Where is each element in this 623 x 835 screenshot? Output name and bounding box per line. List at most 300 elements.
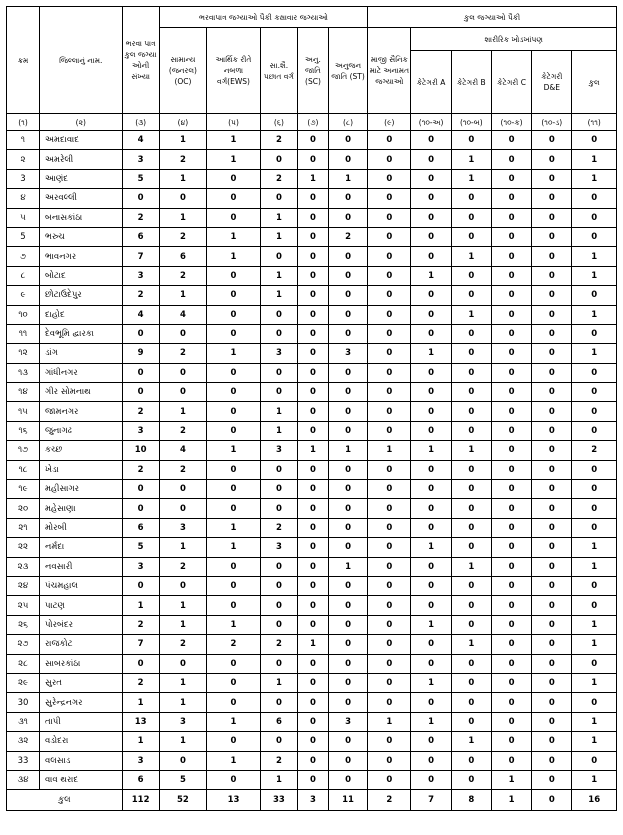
value-cell: 0 — [451, 189, 491, 208]
value-cell: 1 — [260, 421, 297, 440]
value-cell: 1 — [572, 247, 617, 266]
value-cell: 0 — [411, 131, 451, 150]
value-cell: 1 — [260, 402, 297, 421]
value-cell: 0 — [207, 654, 261, 673]
value-cell: 0 — [532, 247, 572, 266]
table-row — [7, 557, 617, 576]
value-cell: 0 — [122, 363, 159, 382]
value-cell: 0 — [451, 654, 491, 673]
value-cell: 3 — [122, 421, 159, 440]
value-cell: 0 — [532, 751, 572, 770]
value-cell: 0 — [572, 576, 617, 595]
value-cell: 1 — [297, 441, 328, 460]
serial-cell: ૨ — [7, 150, 40, 169]
table-row — [7, 150, 617, 169]
value-cell: 0 — [491, 344, 531, 363]
value-cell: 0 — [159, 499, 206, 518]
value-cell: 0 — [207, 673, 261, 692]
value-cell: 0 — [451, 693, 491, 712]
value-cell: 0 — [572, 693, 617, 712]
value-cell: 0 — [368, 169, 411, 188]
value-cell: 0 — [451, 576, 491, 595]
value-cell: 0 — [451, 286, 491, 305]
value-cell: 0 — [297, 131, 328, 150]
total-cell: 7 — [411, 790, 451, 811]
serial-cell: ૩૪ — [7, 770, 40, 789]
value-cell: 0 — [532, 169, 572, 188]
value-cell: 0 — [491, 441, 531, 460]
district-cell: છોટાઉદેપુર — [40, 286, 123, 305]
column-number: (૧) — [7, 114, 40, 131]
value-cell: 0 — [368, 596, 411, 615]
value-cell: 0 — [207, 266, 261, 285]
value-cell: 0 — [260, 576, 297, 595]
value-cell: 0 — [159, 383, 206, 402]
value-cell: 6 — [260, 712, 297, 731]
serial-cell: ૧૫ — [7, 402, 40, 421]
value-cell: 0 — [451, 518, 491, 537]
value-cell: 0 — [207, 770, 261, 789]
district-cell: પોરબંદર — [40, 615, 123, 634]
value-cell: 2 — [159, 460, 206, 479]
value-cell: 3 — [159, 712, 206, 731]
total-cell: 11 — [328, 790, 367, 811]
value-cell: 4 — [122, 305, 159, 324]
value-cell: 3 — [260, 538, 297, 557]
value-cell: 0 — [451, 383, 491, 402]
value-cell: 1 — [122, 732, 159, 751]
value-cell: 0 — [207, 460, 261, 479]
value-cell: 2 — [122, 615, 159, 634]
table-row — [7, 480, 617, 499]
value-cell: 1 — [572, 305, 617, 324]
table-row — [7, 227, 617, 246]
value-cell: 0 — [491, 266, 531, 285]
value-cell: 0 — [451, 751, 491, 770]
value-cell: 6 — [122, 770, 159, 789]
value-cell: 2 — [159, 421, 206, 440]
value-cell: 1 — [451, 732, 491, 751]
value-cell: 0 — [368, 693, 411, 712]
district-cell: અમદાવાદ — [40, 131, 123, 150]
value-cell: 0 — [411, 305, 451, 324]
value-cell: 1 — [328, 169, 367, 188]
value-cell: 1 — [572, 169, 617, 188]
value-cell: 0 — [451, 227, 491, 246]
value-cell: 0 — [368, 383, 411, 402]
value-cell: 0 — [207, 402, 261, 421]
value-cell: 1 — [411, 266, 451, 285]
value-cell: 0 — [532, 441, 572, 460]
district-cell: રાજકોટ — [40, 635, 123, 654]
value-cell: 0 — [328, 460, 367, 479]
value-cell: 0 — [491, 227, 531, 246]
value-cell: 4 — [159, 441, 206, 460]
value-cell: 2 — [159, 344, 206, 363]
value-cell: 0 — [159, 189, 206, 208]
value-cell: 0 — [532, 673, 572, 692]
value-cell: 0 — [260, 480, 297, 499]
header-cat-de: કેટેગરી D&E — [532, 51, 572, 114]
district-cell: નવસારી — [40, 557, 123, 576]
value-cell: 1 — [159, 693, 206, 712]
district-cell: કચ્છ — [40, 441, 123, 460]
value-cell: 1 — [297, 169, 328, 188]
table-row — [7, 247, 617, 266]
header-serial: ક્રમ — [7, 7, 40, 114]
value-cell: 0 — [297, 344, 328, 363]
value-cell: 0 — [532, 383, 572, 402]
value-cell: 0 — [297, 480, 328, 499]
district-cell: પાટણ — [40, 596, 123, 615]
value-cell: 0 — [572, 286, 617, 305]
value-cell: 0 — [411, 286, 451, 305]
table-row — [7, 363, 617, 382]
serial-cell: ૨૦ — [7, 499, 40, 518]
serial-cell: ૨૫ — [7, 596, 40, 615]
header-sc: અનુ. જાતિ (SC) — [297, 28, 328, 114]
column-number-row — [7, 114, 617, 131]
value-cell: 0 — [260, 150, 297, 169]
value-cell: 0 — [532, 189, 572, 208]
value-cell: 0 — [328, 150, 367, 169]
value-cell: 1 — [260, 673, 297, 692]
table-row — [7, 538, 617, 557]
header-cat-c: કેટેગરી C — [491, 51, 531, 114]
district-cell: આણંદ — [40, 169, 123, 188]
value-cell: 0 — [328, 635, 367, 654]
total-cell: 8 — [451, 790, 491, 811]
value-cell: 0 — [411, 383, 451, 402]
table-row — [7, 305, 617, 324]
value-cell: 0 — [411, 693, 451, 712]
value-cell: 0 — [411, 732, 451, 751]
value-cell: 1 — [572, 673, 617, 692]
value-cell: 0 — [368, 324, 411, 343]
value-cell: 0 — [451, 131, 491, 150]
value-cell: 0 — [491, 576, 531, 595]
value-cell: 0 — [491, 305, 531, 324]
district-cell: બોટાદ — [40, 266, 123, 285]
value-cell: 0 — [328, 247, 367, 266]
value-cell: 1 — [159, 596, 206, 615]
column-number: (૮) — [328, 114, 367, 131]
district-cell: દેવભૂમિ દ્વારકા — [40, 324, 123, 343]
value-cell: 0 — [532, 712, 572, 731]
value-cell: 0 — [491, 383, 531, 402]
value-cell: 0 — [368, 654, 411, 673]
value-cell: 0 — [297, 770, 328, 789]
table-row — [7, 460, 617, 479]
value-cell: 0 — [532, 693, 572, 712]
value-cell: 0 — [491, 421, 531, 440]
value-cell: 0 — [368, 635, 411, 654]
value-cell: 1 — [207, 247, 261, 266]
value-cell: 0 — [297, 227, 328, 246]
value-cell: 0 — [207, 557, 261, 576]
value-cell: 0 — [297, 732, 328, 751]
value-cell: 0 — [532, 150, 572, 169]
value-cell: 0 — [491, 189, 531, 208]
value-cell: 1 — [572, 538, 617, 557]
value-cell: 0 — [328, 673, 367, 692]
value-cell: 1 — [451, 441, 491, 460]
value-cell: 0 — [411, 751, 451, 770]
column-number: (૬) — [260, 114, 297, 131]
value-cell: 3 — [328, 712, 367, 731]
value-cell: 1 — [572, 732, 617, 751]
value-cell: 0 — [411, 576, 451, 595]
district-cell: સુરેન્દ્રનગર — [40, 693, 123, 712]
value-cell: 0 — [572, 654, 617, 673]
value-cell: 5 — [122, 538, 159, 557]
value-cell: 0 — [491, 538, 531, 557]
value-cell: 0 — [297, 557, 328, 576]
column-number: (૯) — [368, 114, 411, 131]
value-cell: 3 — [122, 557, 159, 576]
header-general: સામાન્ય (જનરલ) (OC) — [159, 28, 206, 114]
value-cell: 1 — [572, 712, 617, 731]
value-cell: 0 — [532, 266, 572, 285]
value-cell: 5 — [122, 169, 159, 188]
value-cell: 0 — [532, 460, 572, 479]
value-cell: 1 — [260, 227, 297, 246]
value-cell: 0 — [122, 654, 159, 673]
value-cell: 0 — [207, 324, 261, 343]
value-cell: 1 — [207, 751, 261, 770]
value-cell: 0 — [328, 421, 367, 440]
value-cell: 0 — [572, 480, 617, 499]
total-cell: 2 — [368, 790, 411, 811]
table-row — [7, 732, 617, 751]
value-cell: 0 — [297, 266, 328, 285]
value-cell: 0 — [451, 499, 491, 518]
value-cell: 0 — [451, 596, 491, 615]
value-cell: 2 — [159, 150, 206, 169]
serial-cell: ૩૧ — [7, 712, 40, 731]
value-cell: 0 — [260, 189, 297, 208]
value-cell: 0 — [297, 383, 328, 402]
value-cell: 0 — [368, 557, 411, 576]
serial-cell: ૩૨ — [7, 732, 40, 751]
district-cell: ગીર સોમનાથ — [40, 383, 123, 402]
table-body — [7, 131, 617, 790]
table-row — [7, 189, 617, 208]
value-cell: 0 — [491, 693, 531, 712]
value-cell: 0 — [328, 615, 367, 634]
value-cell: 0 — [532, 286, 572, 305]
value-cell: 0 — [532, 518, 572, 537]
table-row — [7, 770, 617, 789]
value-cell: 1 — [451, 305, 491, 324]
value-cell: 0 — [572, 518, 617, 537]
total-cell: 52 — [159, 790, 206, 811]
serial-cell: ૨૭ — [7, 635, 40, 654]
value-cell: 0 — [297, 576, 328, 595]
value-cell: 6 — [122, 227, 159, 246]
table-row — [7, 693, 617, 712]
value-cell: 1 — [572, 635, 617, 654]
value-cell: 0 — [159, 363, 206, 382]
value-cell: 1 — [572, 770, 617, 789]
value-cell: 0 — [451, 363, 491, 382]
value-cell: 1 — [411, 538, 451, 557]
value-cell: 0 — [491, 150, 531, 169]
value-cell: 0 — [491, 324, 531, 343]
value-cell: 0 — [532, 305, 572, 324]
value-cell: 0 — [260, 460, 297, 479]
value-cell: 0 — [411, 363, 451, 382]
value-cell: 0 — [297, 518, 328, 537]
value-cell: 0 — [532, 480, 572, 499]
value-cell: 4 — [122, 131, 159, 150]
value-cell: 1 — [207, 441, 261, 460]
value-cell: 0 — [159, 324, 206, 343]
value-cell: 1 — [328, 557, 367, 576]
value-cell: 0 — [122, 324, 159, 343]
value-cell: 0 — [532, 344, 572, 363]
value-cell: 0 — [451, 460, 491, 479]
value-cell: 0 — [572, 131, 617, 150]
value-cell: 0 — [368, 189, 411, 208]
value-cell: 1 — [260, 208, 297, 227]
value-cell: 0 — [368, 131, 411, 150]
header-total-group: કુલ જગ્યાઓ પૈકી — [368, 7, 617, 28]
value-cell: 0 — [451, 344, 491, 363]
value-cell: 0 — [572, 227, 617, 246]
value-cell: 1 — [368, 441, 411, 460]
table-row — [7, 324, 617, 343]
value-cell: 0 — [328, 363, 367, 382]
value-cell: 3 — [260, 441, 297, 460]
district-cell: જામનગર — [40, 402, 123, 421]
value-cell: 1 — [159, 402, 206, 421]
value-cell: 0 — [411, 480, 451, 499]
value-cell: 2 — [122, 402, 159, 421]
value-cell: 1 — [297, 635, 328, 654]
value-cell: 0 — [328, 383, 367, 402]
value-cell: 1 — [207, 344, 261, 363]
value-cell: 0 — [260, 247, 297, 266]
value-cell: 0 — [451, 324, 491, 343]
total-label: કુલ — [7, 790, 123, 811]
value-cell: 0 — [572, 402, 617, 421]
value-cell: 1 — [207, 538, 261, 557]
value-cell: 0 — [297, 421, 328, 440]
value-cell: 0 — [159, 751, 206, 770]
total-cell: 0 — [532, 790, 572, 811]
document-page — [6, 6, 617, 811]
district-cell: વલસાડ — [40, 751, 123, 770]
value-cell: 0 — [207, 480, 261, 499]
value-cell: 1 — [122, 596, 159, 615]
value-cell: 0 — [491, 286, 531, 305]
value-cell: 0 — [328, 770, 367, 789]
value-cell: 1 — [411, 673, 451, 692]
value-cell: 0 — [159, 654, 206, 673]
value-cell: 0 — [297, 615, 328, 634]
value-cell: 1 — [572, 266, 617, 285]
district-cell: અરવલ્લી — [40, 189, 123, 208]
value-cell: 0 — [411, 402, 451, 421]
value-cell: 1 — [260, 770, 297, 789]
total-cell: 3 — [297, 790, 328, 811]
table-row — [7, 131, 617, 150]
value-cell: 1 — [451, 557, 491, 576]
value-cell: 0 — [297, 150, 328, 169]
value-cell: 0 — [297, 208, 328, 227]
district-cell: ભાવનગર — [40, 247, 123, 266]
value-cell: 0 — [572, 363, 617, 382]
value-cell: 1 — [451, 247, 491, 266]
value-cell: 0 — [368, 673, 411, 692]
serial-cell: ૨૬ — [7, 615, 40, 634]
district-cell: ગાંધીનગર — [40, 363, 123, 382]
value-cell: 0 — [297, 499, 328, 518]
value-cell: 0 — [491, 402, 531, 421]
value-cell: 0 — [532, 654, 572, 673]
serial-cell: ૪ — [7, 189, 40, 208]
header-disability-group: શારીરિક ખોડખાંપણ — [411, 28, 617, 51]
value-cell: 3 — [122, 266, 159, 285]
value-cell: 0 — [451, 712, 491, 731]
value-cell: 0 — [532, 557, 572, 576]
header-cat-a: કેટેગરી A — [411, 51, 451, 114]
total-cell: 16 — [572, 790, 617, 811]
value-cell: 0 — [368, 576, 411, 595]
value-cell: 0 — [207, 363, 261, 382]
recruitment-posts-table — [6, 6, 617, 811]
value-cell: 1 — [207, 227, 261, 246]
value-cell: 0 — [368, 402, 411, 421]
header-district: જિલ્લાનું નામ. — [40, 7, 123, 114]
value-cell: 0 — [159, 480, 206, 499]
value-cell: 0 — [491, 208, 531, 227]
value-cell: 0 — [368, 615, 411, 634]
table-row — [7, 518, 617, 537]
value-cell: 0 — [572, 751, 617, 770]
serial-cell: ૧૩ — [7, 363, 40, 382]
value-cell: 2 — [159, 266, 206, 285]
table-row — [7, 441, 617, 460]
value-cell: 1 — [207, 150, 261, 169]
district-cell: મહીસાગર — [40, 480, 123, 499]
value-cell: 1 — [207, 712, 261, 731]
value-cell: 0 — [297, 460, 328, 479]
value-cell: 1 — [122, 693, 159, 712]
value-cell: 0 — [532, 421, 572, 440]
value-cell: 1 — [207, 518, 261, 537]
table-row — [7, 596, 617, 615]
district-cell: મોરબી — [40, 518, 123, 537]
table-row — [7, 499, 617, 518]
value-cell: 0 — [532, 324, 572, 343]
value-cell: 0 — [328, 499, 367, 518]
value-cell: 0 — [572, 324, 617, 343]
column-number: (૭) — [297, 114, 328, 131]
header-total-posts: ભરવા પાત્ર કુલ જગ્યા ઓની સંખ્યા — [122, 7, 159, 114]
value-cell: 0 — [491, 247, 531, 266]
serial-cell: ૧૧ — [7, 324, 40, 343]
value-cell: 3 — [159, 518, 206, 537]
district-cell: તાપી — [40, 712, 123, 731]
table-row — [7, 208, 617, 227]
value-cell: 0 — [411, 208, 451, 227]
value-cell: 0 — [207, 693, 261, 712]
header-sebc: સા.શૈ. પછાત વર્ગ — [260, 28, 297, 114]
value-cell: 0 — [572, 208, 617, 227]
column-number: (૨) — [40, 114, 123, 131]
